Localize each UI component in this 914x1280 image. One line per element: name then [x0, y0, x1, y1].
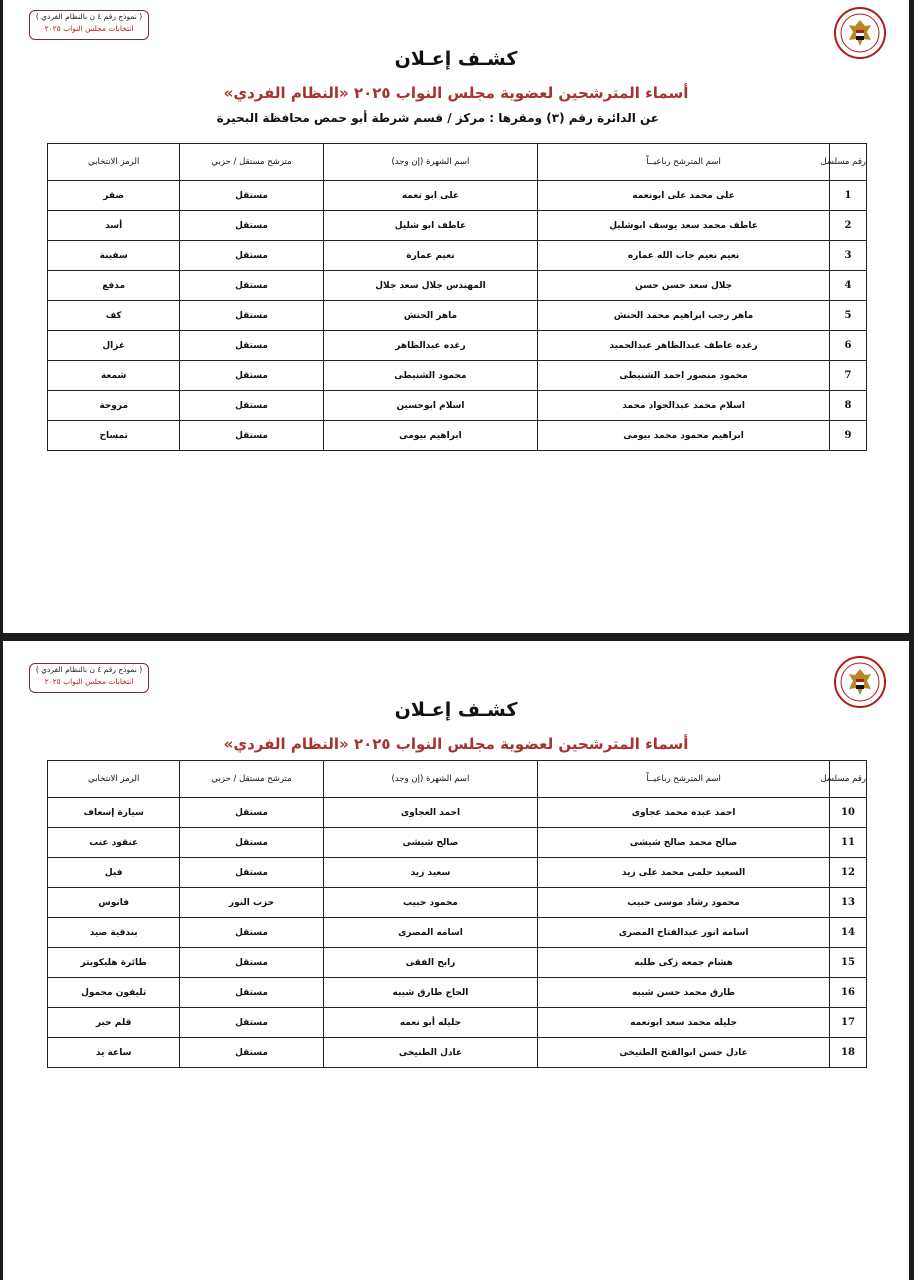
announcement-page-1: [3, 0, 909, 633]
table-row: [48, 211, 867, 241]
table-header-row: [48, 761, 867, 798]
symbol-cell: مدفع: [48, 271, 180, 301]
serial-cell: 9: [829, 421, 866, 451]
district-info: عن الدائرة رقم (٣) ومقرها : مركز / قسم شرطة أبو حمص محافظة البحيرة: [216, 111, 659, 125]
type-cell: مستقل: [180, 1008, 323, 1038]
table-row: [48, 361, 867, 391]
serial-cell: 5: [829, 301, 866, 331]
serial-cell: 1: [829, 181, 866, 211]
header-alias: اسم الشهرة (إن وجد): [323, 761, 538, 798]
name-cell: طارق محمد حسن شيبه: [538, 978, 830, 1008]
alias-cell: المهندس جلال سعد جلال: [323, 271, 538, 301]
name-cell: احمد عبده محمد عجاوى: [538, 798, 830, 828]
symbol-cell: سيارة إسعاف: [48, 798, 180, 828]
type-cell: مستقل: [180, 391, 323, 421]
symbol-cell: فيل: [48, 858, 180, 888]
serial-cell: 14: [829, 918, 866, 948]
name-cell: محمود منصور احمد الشنيطى: [538, 361, 830, 391]
table-header-row: [48, 144, 867, 181]
symbol-cell: مروحة: [48, 391, 180, 421]
table-row: [48, 918, 867, 948]
type-cell: مستقل: [180, 798, 323, 828]
symbol-cell: عنقود عنب: [48, 828, 180, 858]
form-number-box: [29, 10, 149, 40]
symbol-cell: بندقية صيد: [48, 918, 180, 948]
table-row: [48, 798, 867, 828]
alias-cell: عاطف ابو شليل: [323, 211, 538, 241]
serial-cell: 17: [829, 1008, 866, 1038]
serial-cell: 16: [829, 978, 866, 1008]
name-cell: اسلام محمد عبدالجواد محمد: [538, 391, 830, 421]
header-type: مترشح مستقل / حزبي: [180, 761, 323, 798]
table-row: [48, 1008, 867, 1038]
type-cell: مستقل: [180, 1038, 323, 1068]
type-cell: مستقل: [180, 361, 323, 391]
name-cell: هشام جمعه زكى طلبه: [538, 948, 830, 978]
alias-cell: اسامه المصرى: [323, 918, 538, 948]
type-cell: مستقل: [180, 211, 323, 241]
name-cell: جليله محمد سعد ابونعمه: [538, 1008, 830, 1038]
serial-cell: 2: [829, 211, 866, 241]
table-row: [48, 301, 867, 331]
header-type: مترشح مستقل / حزبي: [180, 144, 323, 181]
symbol-cell: سفينة: [48, 241, 180, 271]
candidates-table: [47, 143, 867, 451]
page-title: كشـف إعـلان: [394, 48, 518, 70]
symbol-cell: فانوس: [48, 888, 180, 918]
type-cell: مستقل: [180, 978, 323, 1008]
candidates-table: [47, 760, 867, 1068]
name-cell: عادل حسن ابوالفتح الطنيخى: [538, 1038, 830, 1068]
symbol-cell: صقر: [48, 181, 180, 211]
type-cell: مستقل: [180, 858, 323, 888]
name-cell: على محمد على ابونعمه: [538, 181, 830, 211]
serial-cell: 7: [829, 361, 866, 391]
symbol-cell: ساعة يد: [48, 1038, 180, 1068]
announcement-page-2: [3, 641, 909, 1280]
header-symbol: الرمز الانتخابي: [48, 144, 180, 181]
table-row: [48, 948, 867, 978]
name-cell: نعيم نعيم جاب الله عماره: [538, 241, 830, 271]
symbol-cell: طائرة هليكوبتر: [48, 948, 180, 978]
table-row: [48, 858, 867, 888]
alias-cell: محمود الشنيطى: [323, 361, 538, 391]
table-row: [48, 181, 867, 211]
type-cell: مستقل: [180, 918, 323, 948]
form-box-line-2: انتخابات مجلس النواب ٢٠٢٥: [44, 677, 134, 686]
serial-cell: 3: [829, 241, 866, 271]
alias-cell: صالح شيشى: [323, 828, 538, 858]
serial-cell: 8: [829, 391, 866, 421]
form-box-line-1: ( نموذج رقم ٤ ن بالنظام الفردي ): [35, 12, 143, 21]
header-name: اسم المترشح رباعيــاً: [538, 144, 830, 181]
table-row: [48, 888, 867, 918]
serial-cell: 4: [829, 271, 866, 301]
type-cell: مستقل: [180, 271, 323, 301]
header-serial: رقم مسلسل: [829, 761, 866, 798]
name-cell: جلال سعد حسن حسن: [538, 271, 830, 301]
alias-cell: ماهر الحنش: [323, 301, 538, 331]
alias-cell: على ابو نعمه: [323, 181, 538, 211]
name-cell: ماهر رجب ابراهيم محمد الحنش: [538, 301, 830, 331]
header-alias: اسم الشهرة (إن وجد): [323, 144, 538, 181]
alias-cell: الحاج طارق شيبه: [323, 978, 538, 1008]
form-box-line-2: انتخابات مجلس النواب ٢٠٢٥: [44, 24, 134, 33]
table-row: [48, 828, 867, 858]
symbol-cell: تمساح: [48, 421, 180, 451]
header-serial: رقم مسلسل: [829, 144, 866, 181]
name-cell: السعيد حلمى محمد على زيد: [538, 858, 830, 888]
page-title: كشـف إعـلان: [394, 699, 518, 721]
alias-cell: رغده عبدالظاهر: [323, 331, 538, 361]
alias-cell: محمود حبيب: [323, 888, 538, 918]
serial-cell: 18: [829, 1038, 866, 1068]
alias-cell: ابراهيم بيومى: [323, 421, 538, 451]
form-box-line-1: ( نموذج رقم ٤ ن بالنظام الفردي ): [35, 665, 143, 674]
serial-cell: 15: [829, 948, 866, 978]
type-cell: مستقل: [180, 181, 323, 211]
type-cell: مستقل: [180, 948, 323, 978]
table-row: [48, 271, 867, 301]
serial-cell: 12: [829, 858, 866, 888]
table-row: [48, 391, 867, 421]
alias-cell: جليله أبو نعمه: [323, 1008, 538, 1038]
name-cell: ابراهيم محمود محمد بيومى: [538, 421, 830, 451]
serial-cell: 11: [829, 828, 866, 858]
symbol-cell: غزال: [48, 331, 180, 361]
alias-cell: رابح الفقى: [323, 948, 538, 978]
type-cell: مستقل: [180, 241, 323, 271]
table-row: [48, 241, 867, 271]
name-cell: محمود رشاد موسى حبيب: [538, 888, 830, 918]
type-cell: مستقل: [180, 331, 323, 361]
type-cell: مستقل: [180, 828, 323, 858]
symbol-cell: تليفون محمول: [48, 978, 180, 1008]
symbol-cell: كف: [48, 301, 180, 331]
table-row: [48, 421, 867, 451]
serial-cell: 6: [829, 331, 866, 361]
type-cell: مستقل: [180, 421, 323, 451]
header-name: اسم المترشح رباعيــاً: [538, 761, 830, 798]
name-cell: اسامه انور عبدالفتاح المصرى: [538, 918, 830, 948]
name-cell: عاطف محمد سعد يوسف ابوشليل: [538, 211, 830, 241]
header-symbol: الرمز الانتخابي: [48, 761, 180, 798]
alias-cell: احمد العجاوى: [323, 798, 538, 828]
page-subtitle: أسماء المترشحين لعضوية مجلس النواب ٢٠٢٥ «النظام الفردي»: [223, 735, 689, 753]
page-subtitle: أسماء المترشحين لعضوية مجلس النواب ٢٠٢٥ «النظام الفردي»: [223, 84, 689, 102]
name-cell: صالح محمد صالح شيشى: [538, 828, 830, 858]
form-number-box: [29, 663, 149, 693]
type-cell: مستقل: [180, 301, 323, 331]
symbol-cell: قلم حبر: [48, 1008, 180, 1038]
alias-cell: عادل الطنيخى: [323, 1038, 538, 1068]
alias-cell: سعيد زيد: [323, 858, 538, 888]
alias-cell: نعيم عمارة: [323, 241, 538, 271]
serial-cell: 10: [829, 798, 866, 828]
serial-cell: 13: [829, 888, 866, 918]
name-cell: رغده عاطف عبدالظاهر عبدالحميد: [538, 331, 830, 361]
type-cell: حزب النور: [180, 888, 323, 918]
symbol-cell: شمعة: [48, 361, 180, 391]
table-row: [48, 978, 867, 1008]
table-row: [48, 331, 867, 361]
alias-cell: اسلام ابوحسين: [323, 391, 538, 421]
table-row: [48, 1038, 867, 1068]
symbol-cell: أسد: [48, 211, 180, 241]
